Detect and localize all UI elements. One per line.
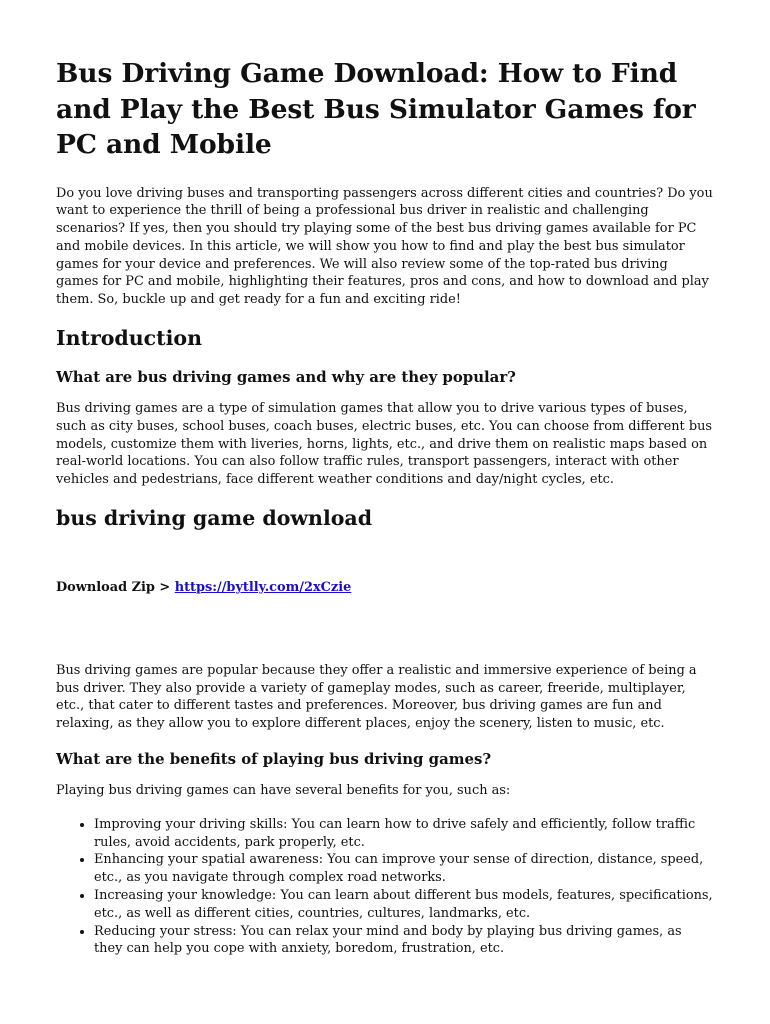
what-are-paragraph: Bus driving games are a type of simulation games that allow you to drive various types of buses, such as city buses, school buses, coach buses, electric buses, etc. You can choose from different bus models, customize them with liveries, horns, lights, etc., and drive them on realistic maps based on real-world locations. You can also follow traffic rules, transport passengers, interact with other vehicles and pedestrians, face different weather conditions and day/night cycles, etc. [56,401,712,488]
list-item: • Increasing your knowledge: You can learn about different bus models, features, specifications, etc., as well as different cities, countries, cultures, landmarks, etc. [94,887,714,923]
page-title: Bus Driving Game Download: How to Find and Play the Best Bus Simulator Games for PC and Mobile [56,58,696,160]
download-heading: bus driving game download [56,506,373,531]
introduction-heading: Introduction [56,326,202,351]
intro-paragraph: Do you love driving buses and transporting passengers across different cities and countries? Do you want to experience the thrill of being a professional bus driver in realistic and challenging scenarios? If yes, then you should try playing some of the best bus driving games available for PC and mobile devices. In this article, we will show you how to find and play the best bus simulator games for your device and preferences. We will also review some of the top-rated bus driving games for PC and mobile, highlighting their features, pros and cons, and how to download and play them. So, buckle up and get ready for a fun and exciting ride! [56,185,713,308]
list-item: • Enhancing your spatial awareness: You can improve your sense of direction, distance, speed, etc., as you navigate through complex road networks. [94,851,714,887]
benefits-list [56,816,714,958]
what-are-heading: What are bus driving games and why are they popular? [56,368,516,387]
download-line [56,579,714,597]
popular-paragraph: Bus driving games are popular because they offer a realistic and immersive experience of being a bus driver. They also provide a variety of gameplay modes, such as career, freeride, multiplayer, etc., that cater to different tastes and preferences. Moreover, bus driving games are fun and relaxing, as they allow you to explore different places, enjoy the scenery, listen to music, etc. [56,662,697,732]
download-link[interactable]: https://bytlly.com/2xCzie [174,580,352,596]
list-item: • Improving your driving skills: You can learn how to drive safely and efficiently, follow traffic rules, avoid accidents, park properly, etc. [94,816,714,852]
benefits-intro: Playing bus driving games can have several benefits for you, such as: [56,783,511,799]
list-item: • Reducing your stress: You can relax your mind and body by playing bus driving games, as they can help you cope with anxiety, boredom, frustration, etc. [94,923,714,959]
benefits-heading: What are the benefits of playing bus driving games? [56,750,492,769]
download-label: Download Zip > [56,580,175,596]
